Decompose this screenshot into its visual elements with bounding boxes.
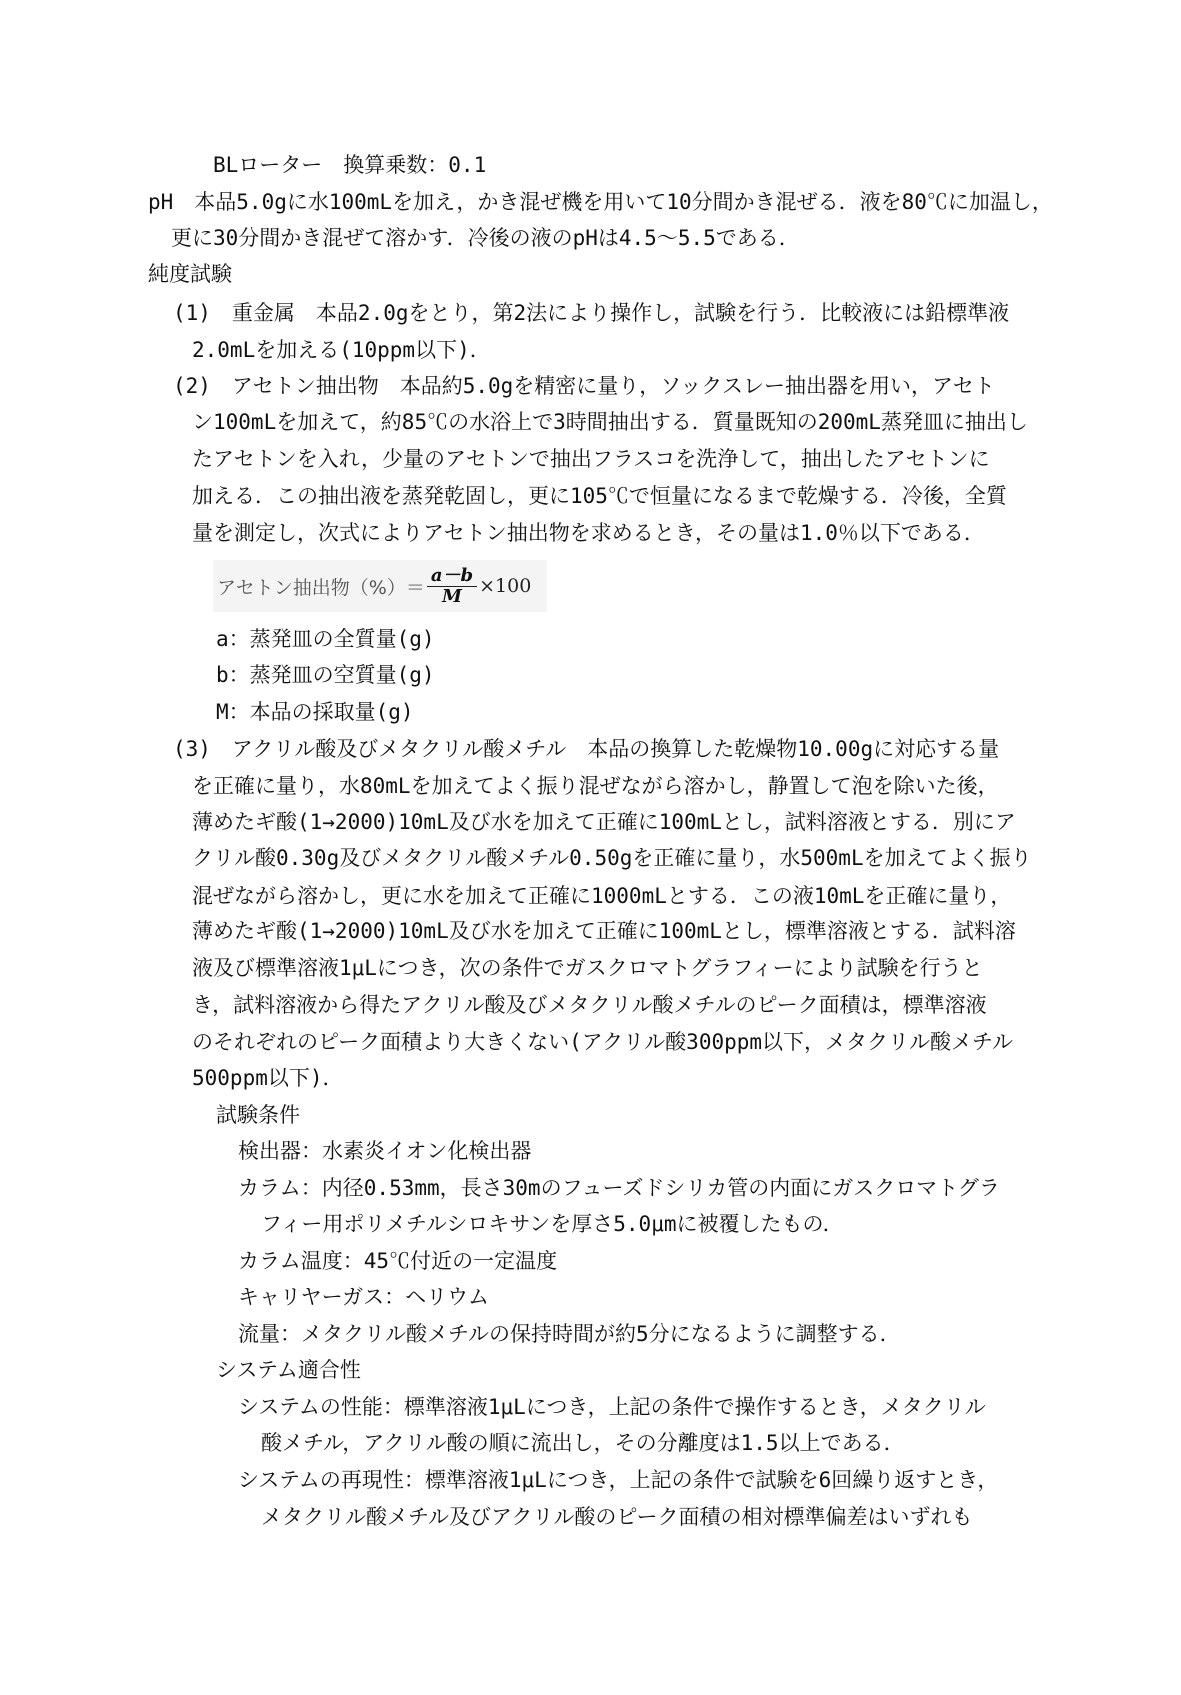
acrylic-acid-line: (3) アクリル酸及びメタクリル酸メチル 本品の換算した乾燥物10.00gに対応する量 — [173, 737, 1000, 761]
test-conditions-heading: 試験条件 — [216, 1103, 300, 1127]
heavy-metals-line: 2.0mLを加える(10ppm以下)． — [192, 338, 491, 362]
purity-heading: 純度試験 — [148, 262, 232, 286]
column-temperature-line: カラム温度：45℃付近の一定温度 — [238, 1249, 558, 1273]
acrylic-acid-line: 薄めたギ酸(1→2000)10mL及び水を加えて正確に100mLとし，試料溶液とする．別にア — [192, 810, 1016, 834]
ph-paragraph-line: pH 本品5.0gに水100mLを加え，かき混ぜ機を用いて10分間かき混ぜる．液を80℃に加温し， — [148, 190, 1053, 214]
acetone-extract-formula — [213, 560, 547, 612]
formula-label: アセトン抽出物（%）＝ — [217, 576, 425, 599]
formula-multiplier: ×100 — [479, 575, 532, 597]
acrylic-acid-line: 液及び標準溶液1μLにつき，次の条件でガスクロマトグラフィーにより試験を行うと — [192, 956, 983, 980]
system-repeatability-line: メタクリル酸メチル及びアクリル酸のピーク面積の相対標準偏差はいずれも — [261, 1505, 973, 1529]
acetone-extract-line: ン100mLを加えて，約85℃の水浴上で3時間抽出する．質量既知の200mL蒸発皿に抽出し — [192, 410, 1028, 434]
acrylic-acid-line: 混ぜながら溶かし，更に水を加えて正確に1000mLとする．この液10mLを正確に量り， — [192, 884, 1012, 908]
acrylic-acid-line: を正確に量り，水80mLを加えてよく振り混ぜながら溶かし，静置して泡を除いた後， — [192, 774, 999, 798]
system-performance-line: 酸メチル，アクリル酸の順に流出し，その分離度は1.5以上である． — [261, 1431, 905, 1455]
formula-fraction — [427, 566, 477, 607]
acrylic-acid-line: 500ppm以下)． — [192, 1066, 344, 1090]
acetone-extract-line: 加える．この抽出液を蒸発乾固し，更に105℃で恒量になるまで乾燥する．冷後，全質 — [192, 484, 1007, 508]
variable-definition: M：本品の採取量(g) — [216, 700, 414, 724]
conversion-factor-line: BLローター 換算乗数：0.1 — [213, 153, 487, 177]
detector-line: 検出器：水素炎イオン化検出器 — [238, 1139, 532, 1163]
carrier-gas-line: キャリヤーガス：ヘリウム — [238, 1285, 489, 1309]
system-suitability-heading: システム適合性 — [216, 1358, 361, 1382]
heavy-metals-line: (1) 重金属 本品2.0gをとり，第2法により操作し，試験を行う．比較液には鉛標準液 — [173, 301, 1010, 325]
variable-definition: b：蒸発皿の空質量(g) — [216, 663, 435, 687]
flow-rate-line: 流量：メタクリル酸メチルの保持時間が約5分になるように調整する． — [238, 1322, 901, 1346]
variable-definition: a：蒸発皿の全質量(g) — [216, 627, 435, 651]
acetone-extract-line: 量を測定し，次式によりアセトン抽出物を求めるとき，その量は1.0％以下である． — [192, 521, 985, 545]
acrylic-acid-line: 薄めたギ酸(1→2000)10mL及び水を加えて正確に100mLとし，標準溶液とする．試料溶 — [192, 919, 1016, 943]
formula-denominator: M — [442, 585, 462, 607]
ph-paragraph-line: 更に30分間かき混ぜて溶かす．冷後の液のpHは4.5～5.5である． — [171, 226, 800, 250]
acetone-extract-line: (2) アセトン抽出物 本品約5.0gを精密に量り，ソックスレー抽出器を用い，アセト — [173, 374, 995, 398]
acrylic-acid-line: クリル酸0.30g及びメタクリル酸メチル0.50gを正確に量り，水500mLを加えてよく振り — [192, 846, 1032, 870]
system-repeatability-line: システムの再現性：標準溶液1μLにつき，上記の条件で試験を6回繰り返すとき， — [238, 1468, 999, 1492]
column-line: カラム：内径0.53mm，長さ30mのフューズドシリカ管の内面にガスクロマトグラ — [238, 1176, 1000, 1200]
system-performance-line: システムの性能：標準溶液1μLにつき，上記の条件で操作するとき，メタクリル — [238, 1395, 986, 1419]
acrylic-acid-line: のそれぞれのピーク面積より大きくない(アクリル酸300ppm以下，メタクリル酸メチル — [192, 1030, 1013, 1054]
acetone-extract-line: たアセトンを入れ，少量のアセトンで抽出フラスコを洗浄して，抽出したアセトンに — [192, 447, 990, 471]
column-line: フィー用ポリメチルシロキサンを厚さ5.0μmに被覆したもの． — [261, 1212, 844, 1236]
acrylic-acid-line: き，試料溶液から得たアクリル酸及びメタクリル酸メチルのピーク面積は，標準溶液 — [192, 993, 987, 1017]
formula-numerator: a－b — [427, 566, 477, 587]
